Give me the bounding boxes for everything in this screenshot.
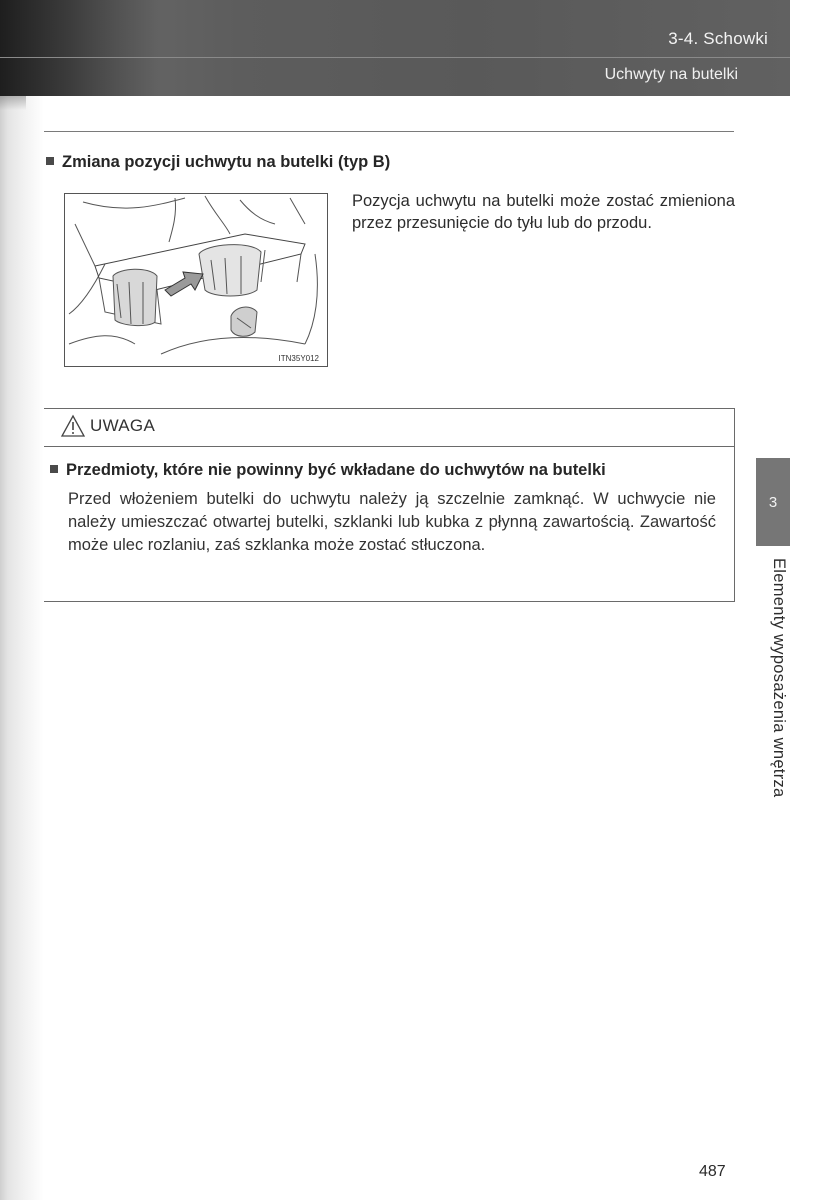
square-bullet-icon	[50, 465, 58, 473]
chapter-tab-label: Elementy wyposażenia wnętrza	[770, 558, 788, 798]
warning-text: Przed włożeniem butelki do uchwytu należy ją szczelnie zamknąć. W uchwycie nie należy umieszczać otwartej butelki, szklanki lub kubka z płynną zawartością. Zawartość może ulec rozlaniu, zaś szklanka może zostać stłuczona.	[68, 490, 716, 554]
chapter-tab-number: 3	[768, 493, 778, 511]
content-top-rule	[44, 131, 734, 132]
warning-subheading	[50, 461, 606, 480]
cup-holder-illustration	[64, 193, 328, 367]
figure-code: ITN35Y012	[278, 354, 319, 363]
warning-header	[60, 412, 155, 440]
section-description: Pozycja uchwytu na butelki może zostać zmieniona przez przesunięcie do tyłu lub do przodu.	[352, 192, 735, 232]
section-heading	[46, 153, 390, 172]
warning-rule	[44, 446, 735, 447]
warning-subheading-text: Przedmioty, które nie powinny być wkładane do uchwytów na butelki	[66, 461, 606, 479]
warning-title: UWAGA	[90, 416, 156, 435]
warning-triangle-icon	[60, 414, 86, 438]
scan-edge-shadow	[0, 0, 44, 1200]
header-chapter-title: 3-4. Schowki	[668, 29, 768, 48]
header-divider	[0, 57, 790, 58]
section-heading-text: Zmiana pozycji uchwytu na butelki (typ B)	[62, 153, 391, 171]
chapter-tab	[756, 458, 790, 546]
cup-holder-drawing	[65, 194, 328, 367]
header-section-title: Uchwyty na butelki	[604, 66, 738, 83]
square-bullet-icon	[46, 157, 54, 165]
page-number: 487	[699, 1163, 726, 1180]
page-header	[0, 0, 790, 96]
